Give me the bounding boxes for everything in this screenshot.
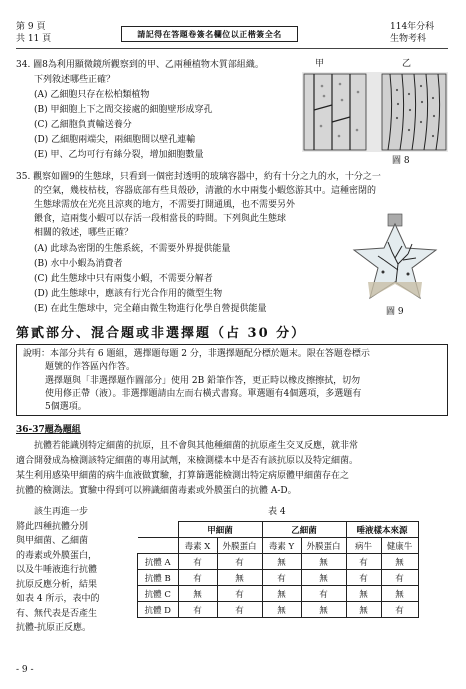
instructions-line-1: 說明：本部分共有 6 題組，選擇題每題 2 分，非選擇題配分標於題末。限在答題卷標示	[23, 349, 370, 359]
footer-page-number: - 9 -	[16, 665, 34, 675]
group-para-1: 抗體若能識別特定細菌的抗原，且不會與其他種細菌的抗原產生交叉反應，就非常	[34, 441, 359, 451]
table-cell: 有	[346, 570, 381, 586]
side-line-4: 的毒素或外膜蛋白，	[16, 550, 98, 561]
table-subheader: 毒素 Y	[262, 538, 301, 554]
group-para-4: 抗體的檢測法。實驗中得到可以辨識細菌毒素或外膜蛋白的抗體 A-D。	[16, 486, 297, 496]
table-cell: 無	[217, 570, 262, 586]
q35-line-5: 相關的敘述，哪些正確？	[34, 228, 134, 238]
fig8-label-a: 甲	[315, 59, 325, 69]
table-group-b: 乙細菌	[262, 522, 346, 538]
side-line-9: 抗體-抗原正反應。	[16, 623, 92, 633]
page-total: 共 11 頁	[16, 34, 52, 44]
side-line-6: 抗原反應分析，結果	[16, 579, 98, 590]
table-row	[138, 586, 419, 602]
group-para-2: 適合開發成為檢測該特定細菌的專用試劑，來檢測樣本中是否有該抗原以及特定細菌。	[16, 456, 359, 466]
table-group-a: 甲細菌	[178, 522, 262, 538]
row-label: 抗體 B	[138, 570, 179, 586]
q34-options	[34, 89, 213, 161]
group-title: 36-37題為題組	[16, 425, 81, 435]
q34-option-b[interactable]: (B) 甲細胞上下之間交接處的細胞壁形成穿孔	[34, 105, 213, 115]
table-cell: 有	[217, 586, 262, 602]
table-subheader: 外膜蛋白	[301, 538, 346, 554]
table-subheader: 毒素 X	[178, 538, 217, 554]
signature-banner: 請記得在答題卷簽名欄位以正楷簽全名	[121, 26, 298, 42]
table-cell: 無	[301, 570, 346, 586]
q35-line-3: 生態球需放在光亮且涼爽的地方，不需要打開通風，也不需要另外	[34, 200, 296, 210]
q35-option-b[interactable]: (B) 水中小蝦為消費者	[34, 259, 123, 269]
table-cell: 無	[262, 586, 301, 602]
table-row	[138, 570, 419, 586]
table-row	[138, 602, 419, 618]
table-cell: 無	[301, 602, 346, 618]
fig8-xylem-micrograph	[302, 72, 448, 152]
table-subheader: 病牛	[346, 538, 381, 554]
table-cell: 無	[381, 554, 418, 570]
header-rule	[16, 48, 448, 49]
exam-year: 114年分科	[390, 22, 435, 32]
table-cell: 有	[301, 586, 346, 602]
section-title: 第貳部分、混合題或非選擇題（占 30 分）	[16, 326, 307, 341]
q34-option-e[interactable]: (E) 甲、乙均可行有絲分裂，增加細胞數量	[34, 150, 204, 160]
table-cell: 有	[178, 570, 217, 586]
table-corner	[138, 522, 179, 538]
side-line-1: 該生再進一步	[34, 507, 89, 517]
q34-option-a[interactable]: (A) 乙細胞只存在松柏類植物	[34, 90, 150, 100]
side-line-3: 與甲細菌、乙細菌	[16, 536, 89, 546]
fig8-label-b: 乙	[402, 59, 412, 69]
instructions-line-2: 題號的作答區內作答。	[45, 362, 136, 372]
table-row	[138, 554, 419, 570]
q35-option-e[interactable]: (E) 在此生態球中，完全藉由微生物進行化學自營提供能量	[34, 304, 267, 314]
fig9-caption: 圖 9	[386, 307, 404, 317]
table-cell: 無	[178, 586, 217, 602]
table-subheader: 外膜蛋白	[217, 538, 262, 554]
instructions-line-3: 選擇題與「非選擇題作圖部分」使用 2B 鉛筆作答，更正時以橡皮擦擦拭，切勿	[45, 376, 361, 386]
table-caption: 表 4	[268, 507, 286, 517]
table-subheader: 健康牛	[381, 538, 418, 554]
table-cell: 無	[346, 602, 381, 618]
q34-option-d[interactable]: (D) 乙細胞兩端尖，兩細胞間以壁孔連輸	[34, 135, 196, 145]
table-cell: 有	[381, 602, 418, 618]
instructions-line-5: 5個選項。	[45, 402, 87, 412]
q34-option-c[interactable]: (C) 乙細胞負責輸送養分	[34, 120, 132, 130]
table-cell: 無	[262, 554, 301, 570]
q35-line-1: 35. 觀察如圖9的生態球，只看到一個密封透明的玻璃容器中，約有十分之九的水，十分之一	[16, 172, 381, 182]
table-cell: 有	[178, 554, 217, 570]
group-side-text	[16, 505, 136, 636]
table-cell: 無	[346, 586, 381, 602]
side-line-2: 將此四種抗體分別	[16, 521, 89, 532]
page-number: 第 9 頁	[16, 22, 46, 32]
table-4	[137, 521, 419, 618]
table-cell: 無	[301, 554, 346, 570]
table-cell: 無	[381, 586, 418, 602]
q35-options	[34, 243, 266, 315]
q35-option-d[interactable]: (D) 此生態球中，應該有行光合作用的微型生物	[34, 289, 223, 299]
fig8-caption: 圖 8	[392, 156, 410, 166]
table-sub-corner	[138, 538, 179, 554]
row-label: 抗體 C	[138, 586, 179, 602]
table-cell: 有	[217, 554, 262, 570]
table-cell: 有	[217, 602, 262, 618]
row-label: 抗體 A	[138, 554, 179, 570]
row-label: 抗體 D	[138, 602, 179, 618]
q34-stem-2: 下列敘述哪些正確？	[34, 75, 116, 85]
q34-stem-1: 34. 圖8為利用顯微鏡所觀察到的甲、乙兩種植物木質部組織。	[16, 60, 264, 70]
instructions-line-4: 使用修正帶（液）。非選擇題請由左而右橫式書寫。單選題有4個選項，多選題有	[45, 389, 362, 399]
table-cell: 有	[178, 602, 217, 618]
fig9-ecosphere-photo	[348, 212, 442, 304]
side-line-8: 有、無代表是否產生	[16, 608, 98, 619]
exam-subject: 生物考科	[390, 34, 427, 44]
table-cell: 無	[262, 602, 301, 618]
q35-option-a[interactable]: (A) 此球為密閉的生態系統，不需要外界提供能量	[34, 244, 231, 254]
q35-line-4: 餵食，這兩隻小蝦可以存活一段相當長的時間。下列與此生態球	[34, 214, 287, 224]
q35-option-c[interactable]: (C) 此生態球中只有兩隻小蝦，不需要分解者	[34, 274, 213, 284]
group-para-3: 某生利用感染甲細菌的病牛血液做實驗，打算篩選能檢測出特定病原體甲細菌存在之	[16, 471, 350, 481]
table-cell: 有	[262, 570, 301, 586]
instructions-box	[16, 344, 448, 416]
side-line-5: 以及牛唾液進行抗體	[16, 565, 98, 575]
table-cell: 有	[381, 570, 418, 586]
table-group-saliva: 唾液樣本來源	[346, 522, 418, 538]
q35-line-2: 的空氣，幾枝枯枝，容器底部有些貝殼砂，清澈的水中兩隻小蝦悠游其中。這種密閉的	[34, 186, 377, 196]
table-cell: 有	[346, 554, 381, 570]
side-line-7: 如表 4 所示，表中的	[16, 594, 100, 604]
